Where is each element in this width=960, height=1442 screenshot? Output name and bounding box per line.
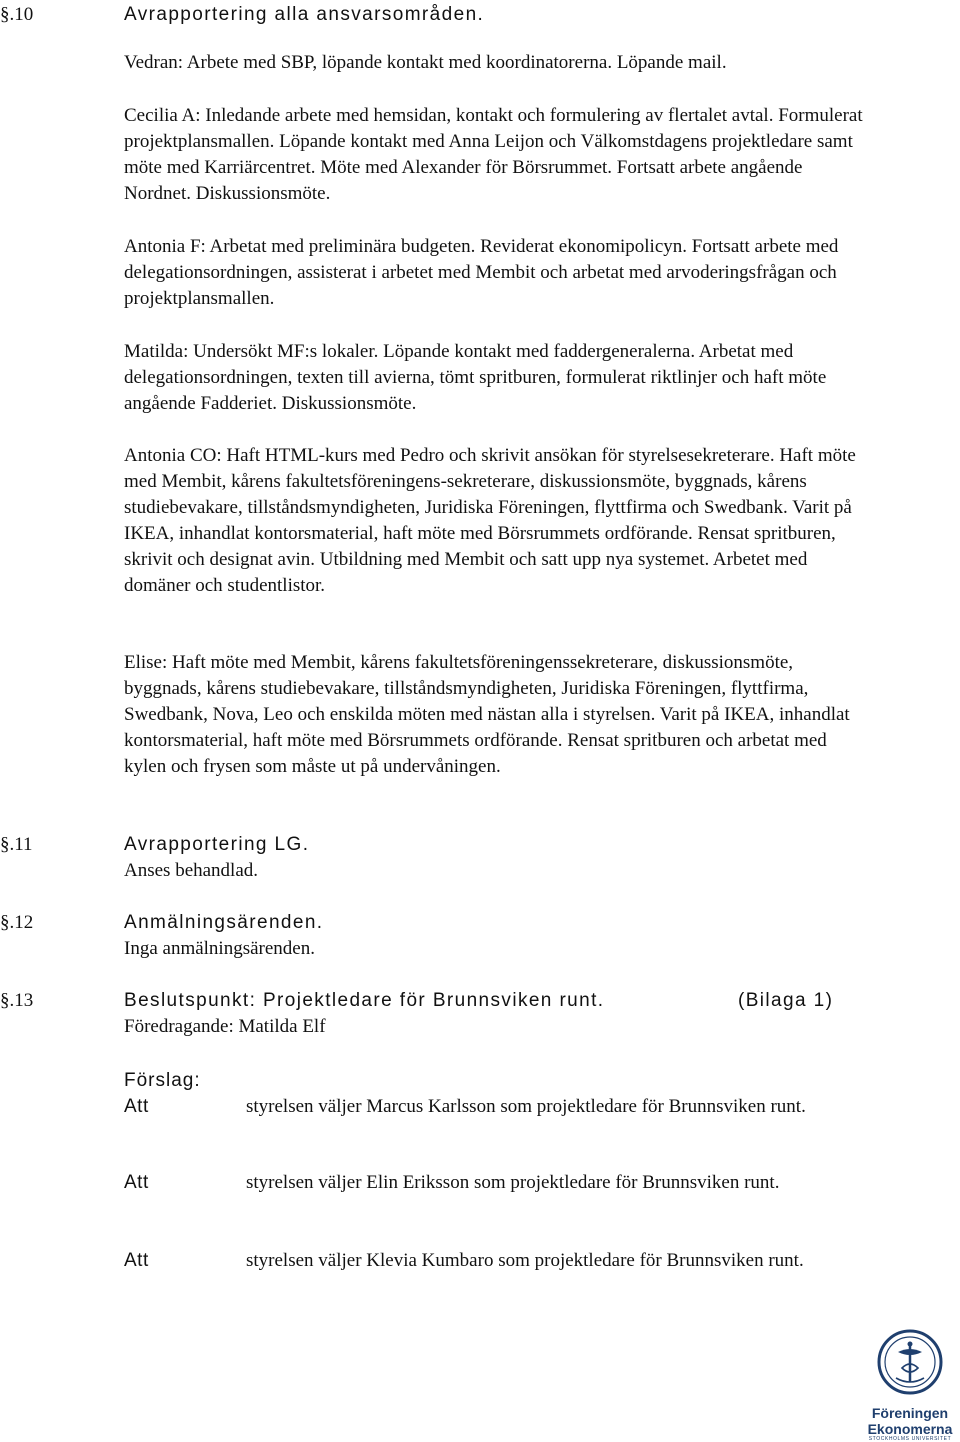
proposal-description-group-3: styrelsen väljer Klevia Kumbaro som projektledare för Brunnsviken runt. (246, 1250, 804, 1271)
report-antonia-f: Antonia F: Arbetat med preliminära budgeten. Reviderat ekonomipolicyn. Fortsatt arbete med delegationsordningen, assisterat i arbetet med Membit och arbetat med arvoderingsfrågan och projektplansmallen. (124, 236, 839, 309)
report-elise: Elise: Haft möte med Membit, kårens fakultetsföreningenssekreterare, diskussionsmöte, byggnads, kårens studiebevakare, tillståndsmyndigheten, Juridiska Föreningen, flyttfirma, Swedbank, Nova, Leo och enskilda möten med nästan alla i styrelsen. Varit på IKEA, inhandlat kontorsmaterial, haft möte med Börsrummets ordförande. Rensat spritburen och arbetat med kylen och frysen som måste ut på undervåningen. (124, 652, 850, 777)
section-12-body: Inga anmälningsärenden. (124, 938, 315, 959)
proposal-item-label: Att (124, 1250, 149, 1271)
proposal-heading: Förslag: (124, 1070, 201, 1091)
presenter: Föredragande: Matilda Elf (124, 1016, 326, 1037)
proposal-description-group-2: styrelsen väljer Elin Eriksson som projektledare för Brunnsviken runt. (246, 1172, 780, 1193)
section-12-number: §.12 (0, 912, 34, 933)
proposal-item-label: Att (124, 1172, 149, 1193)
section-11-number: §.11 (0, 834, 33, 855)
section-12-title: Anmälningsärenden. (124, 912, 324, 933)
logo-subtitle: STOCKHOLMS UNIVERSITET (868, 1436, 952, 1442)
section-13-title: Beslutspunkt: Projektledare för Brunnsviken runt. (124, 990, 605, 1011)
section-10-number: §.10 (0, 4, 34, 25)
logo-seal-icon (866, 1328, 954, 1396)
section-10-title: Avrapportering alla ansvarsområden. (124, 4, 485, 25)
report-antonia-co: Antonia CO: Haft HTML-kurs med Pedro och skrivit ansökan för styrelsesekreterare. Haft möte med Membit, kårens fakultetsföreningens-sekreterare, diskussionsmöte, byggnads, kårens studiebevakare, tillståndsmyndigheten, Juridiska Föreningen, flyttfirma och Swedbank. Varit på IKEA, inhandlat kontorsmaterial, haft möte med Börsrummets ordförande. Rensat spritburen, skrivit och designat avin. Utbildning med Membit och satt upp nya systemet. Arbetet med domäner och studentlistor. (124, 445, 856, 596)
report-vedran: Vedran: Arbete med SBP, löpande kontakt med koordinatorerna. Löpande mail. (124, 52, 727, 73)
logo-name-line1: Föreningen (871, 1405, 949, 1421)
logo-name-line2: Ekonomerna (867, 1421, 953, 1437)
attachment-label: (Bilaga 1) (738, 990, 834, 1011)
section-13-number: §.13 (0, 990, 34, 1011)
foreningen-ekonomerna-logo (866, 1328, 954, 1442)
section-11-body: Anses behandlad. (124, 860, 259, 881)
proposal-item-label: Att (124, 1096, 149, 1117)
report-matilda: Matilda: Undersökt MF:s lokaler. Löpande kontakt med faddergeneralerna. Arbetat med delegationsordningen, texten till avierna, tömt spritburen, formulerat riktlinjer och haft möte angående Fadderiet. Diskussionsmöte. (124, 341, 827, 414)
section-11-title: Avrapportering LG. (124, 834, 310, 855)
report-cecilia: Cecilia A: Inledande arbete med hemsidan, kontakt och formulering av flertalet avtal. Formulerat projektplansmallen. Löpande kontakt med Anna Leijon och Välkomstdagens projektledare samt möte med Karriärcentret. Möte med Alexander för Börsrummet. Fortsatt arbete angående Nordnet. Diskussionsmöte. (124, 105, 863, 204)
proposal-description-group-1: styrelsen väljer Marcus Karlsson som projektledare för Brunnsviken runt. (246, 1096, 806, 1117)
